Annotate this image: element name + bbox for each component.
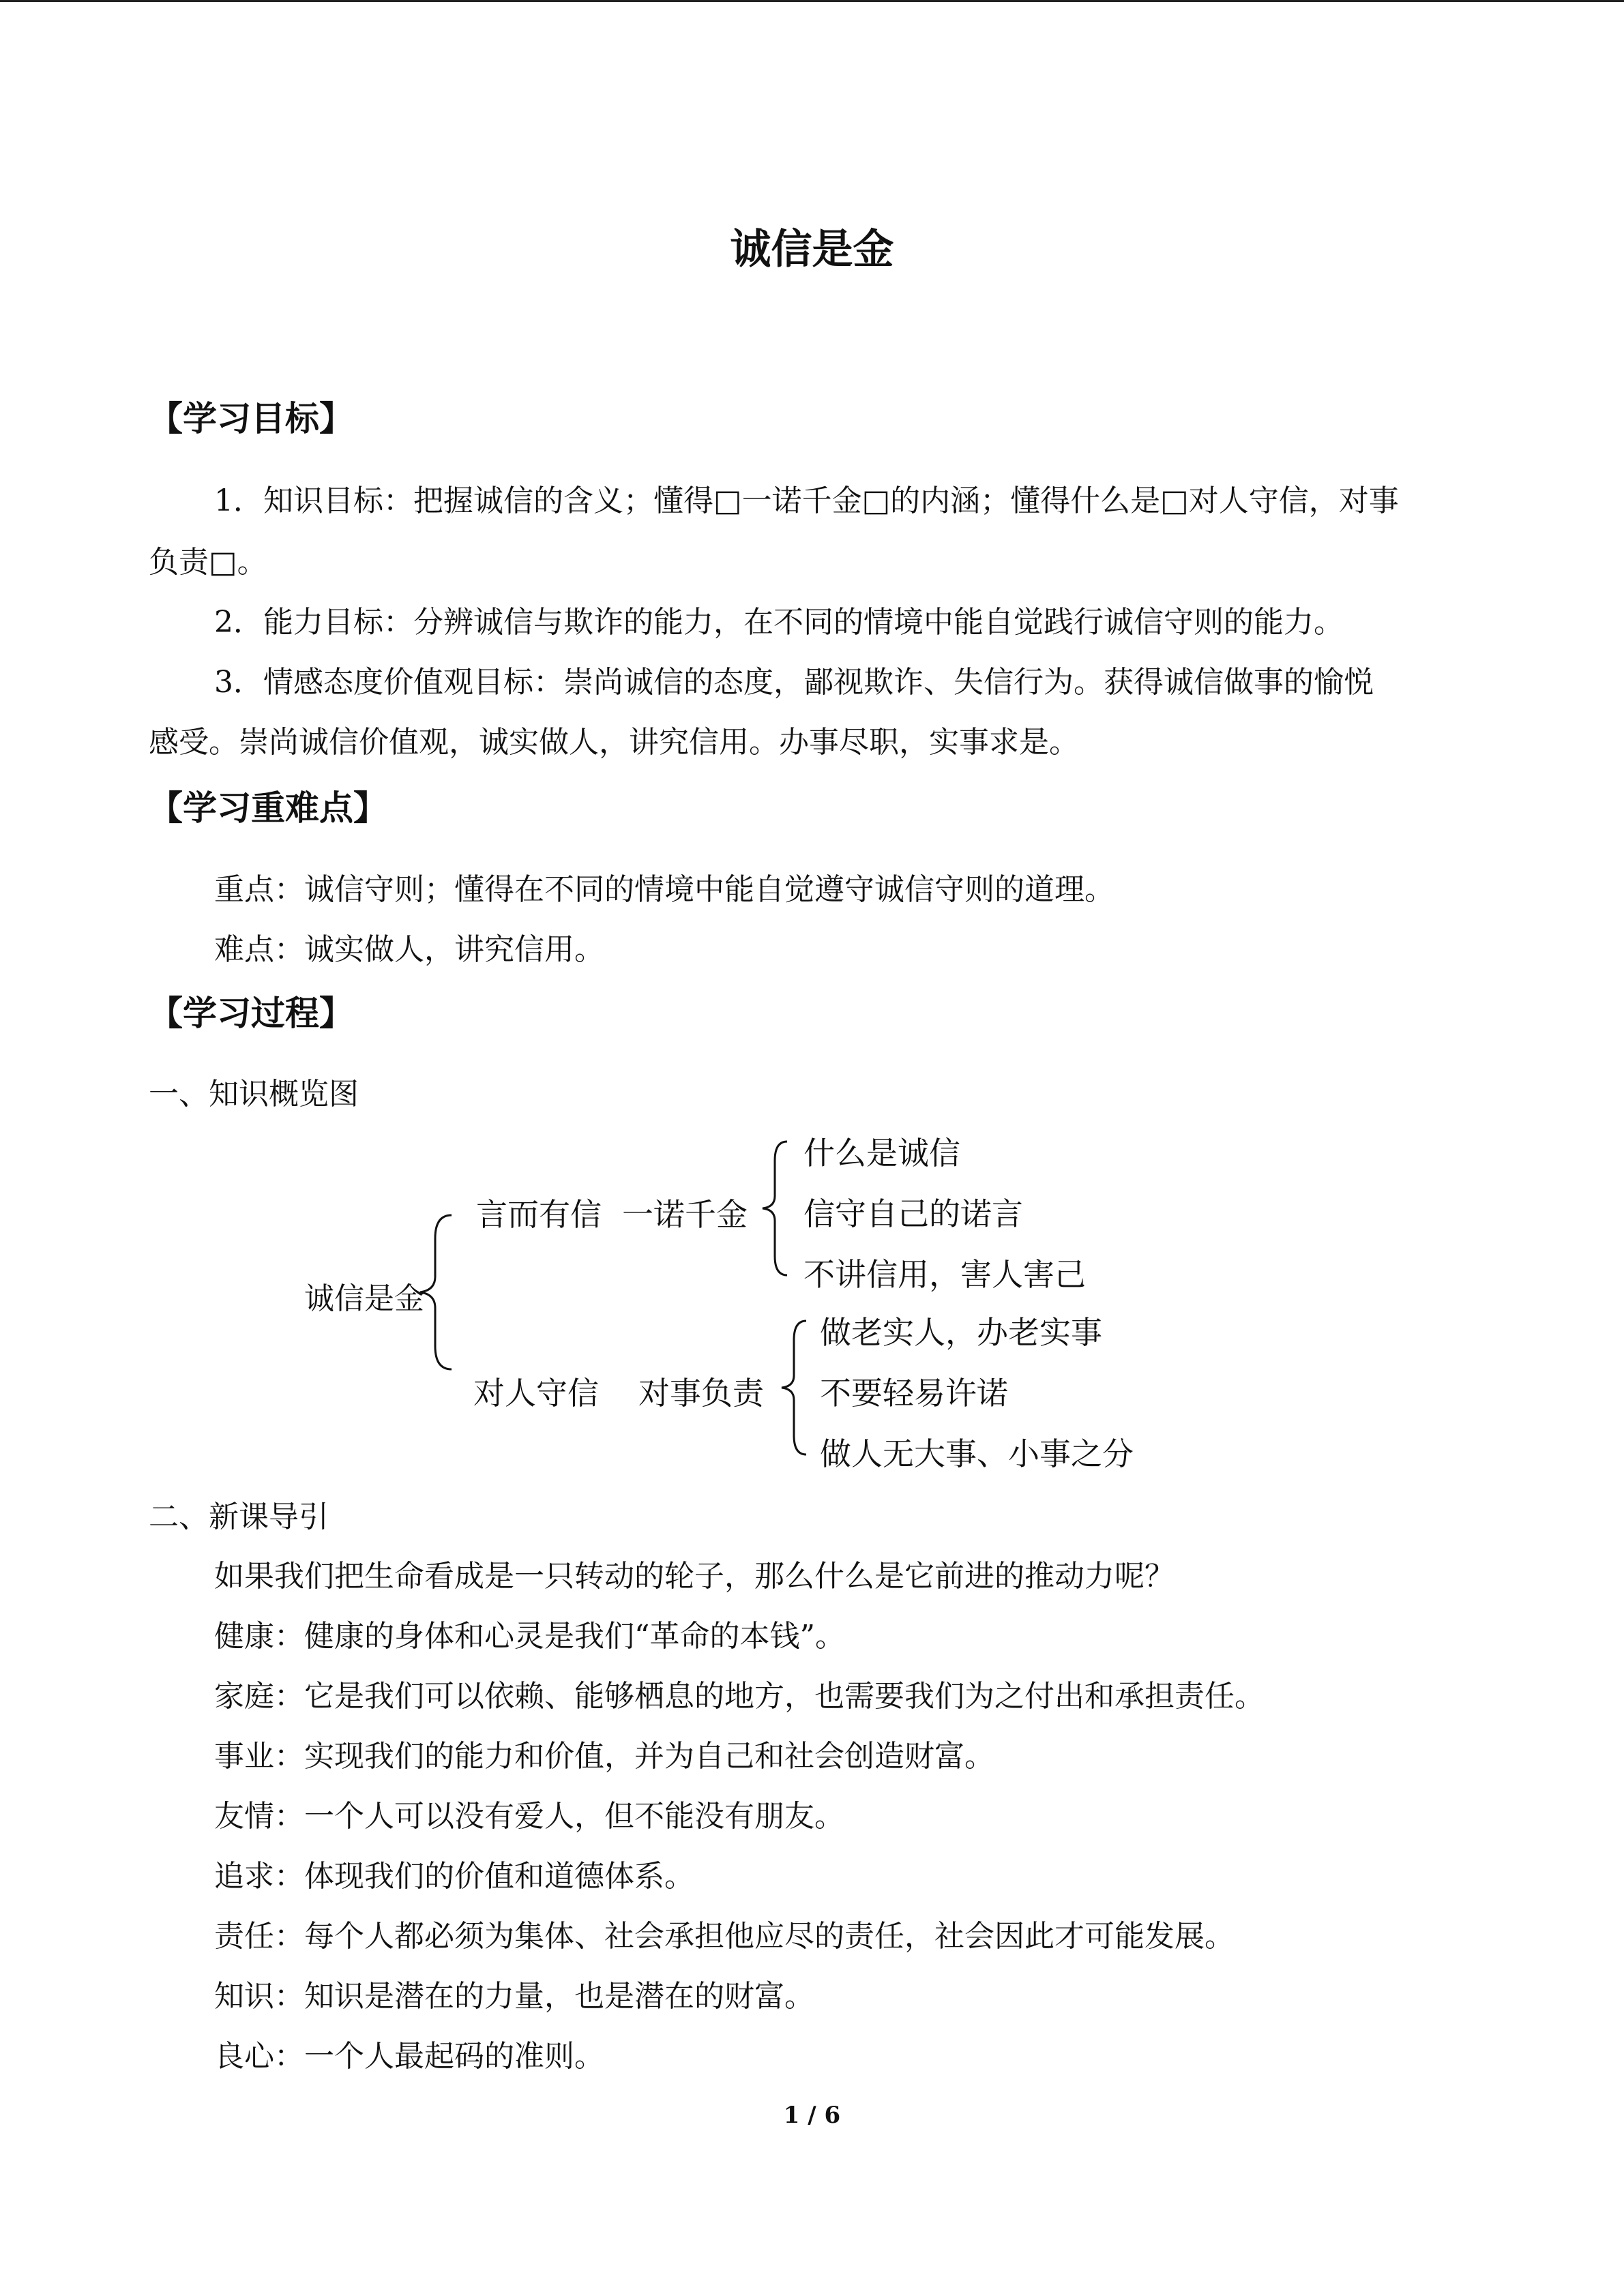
- branch-2-item-2: 不要轻易许诺: [820, 1375, 1008, 1412]
- branch-1-item-2: 信守自己的诺言: [803, 1195, 1023, 1232]
- page-title: 诚信是金: [730, 226, 894, 273]
- intro-line: 良心：一个人最起码的准则。: [214, 2039, 604, 2074]
- section-heading-goals: 【学习目标】: [149, 398, 353, 438]
- goal-3-line-1: 3．情感态度价值观目标：崇尚诚信的态度，鄙视欺诈、失信行为。获得诚信做事的愉悦: [214, 665, 1374, 700]
- goal-1-line-2: 负责□。: [149, 545, 267, 580]
- section-heading-key-points: 【学习重难点】: [149, 788, 387, 828]
- intro-line: 知识：知识是潜在的力量，也是潜在的财富。: [214, 1979, 814, 2014]
- goal-1-line-1: 1．知识目标：把握诚信的含义；懂得□一诺千金□的内涵；懂得什么是□对人守信，对事: [214, 483, 1399, 518]
- intro-line: 家庭：它是我们可以依赖、能够栖息的地方，也需要我们为之付出和承担责任。: [214, 1679, 1265, 1714]
- goal-2: 2．能力目标：分辨诚信与欺诈的能力，在不同的情境中能自觉践行诚信守则的能力。: [214, 605, 1344, 640]
- difficulty-point: 难点：诚实做人，讲究信用。: [214, 932, 604, 967]
- top-border-line: [0, 0, 1624, 2]
- intro-line: 责任：每个人都必须为集体、社会承担他应尽的责任，社会因此才可能发展。: [214, 1919, 1235, 1954]
- diagram-root: 诚信是金: [304, 1281, 424, 1316]
- key-point: 重点：诚信守则；懂得在不同的情境中能自觉遵守诚信守则的道理。: [214, 872, 1114, 907]
- goal-3-line-2: 感受。崇尚诚信价值观，诚实做人，讲究信用。办事尽职，实事求是。: [149, 725, 1079, 760]
- branch-1-label-a: 言而有信: [476, 1196, 602, 1233]
- intro-line: 事业：实现我们的能力和价值，并为自己和社会创造财富。: [214, 1739, 994, 1774]
- branch-1-label-b: 一诺千金: [622, 1196, 748, 1233]
- overview-heading: 一、知识概览图: [149, 1077, 359, 1112]
- intro-line: 友情：一个人可以没有爱人，但不能没有朋友。: [214, 1799, 844, 1834]
- intro-heading: 二、新课导引: [149, 1500, 329, 1534]
- intro-line: 如果我们把生命看成是一只转动的轮子，那么什么是它前进的推动力呢？: [214, 1559, 1175, 1594]
- branch-2-label-b: 对事负责: [638, 1375, 764, 1412]
- root-brace: [416, 1214, 457, 1371]
- branch-2-label-a: 对人守信: [473, 1375, 599, 1412]
- intro-line: 追求：体现我们的价值和道德体系。: [214, 1859, 694, 1894]
- page-number: 1 / 6: [783, 2102, 841, 2129]
- intro-line: 健康：健康的身体和心灵是我们“革命的本钱”。: [214, 1619, 845, 1654]
- branch-1-brace: [758, 1140, 793, 1277]
- branch-1-item-3: 不讲信用，害人害己: [803, 1256, 1086, 1293]
- branch-2-brace: [778, 1320, 812, 1456]
- branch-2-item-1: 做老实人，办老实事: [820, 1314, 1102, 1351]
- branch-1-item-1: 什么是诚信: [803, 1135, 960, 1172]
- section-heading-process: 【学习过程】: [149, 993, 353, 1033]
- branch-2-item-3: 做人无大事、小事之分: [820, 1435, 1134, 1472]
